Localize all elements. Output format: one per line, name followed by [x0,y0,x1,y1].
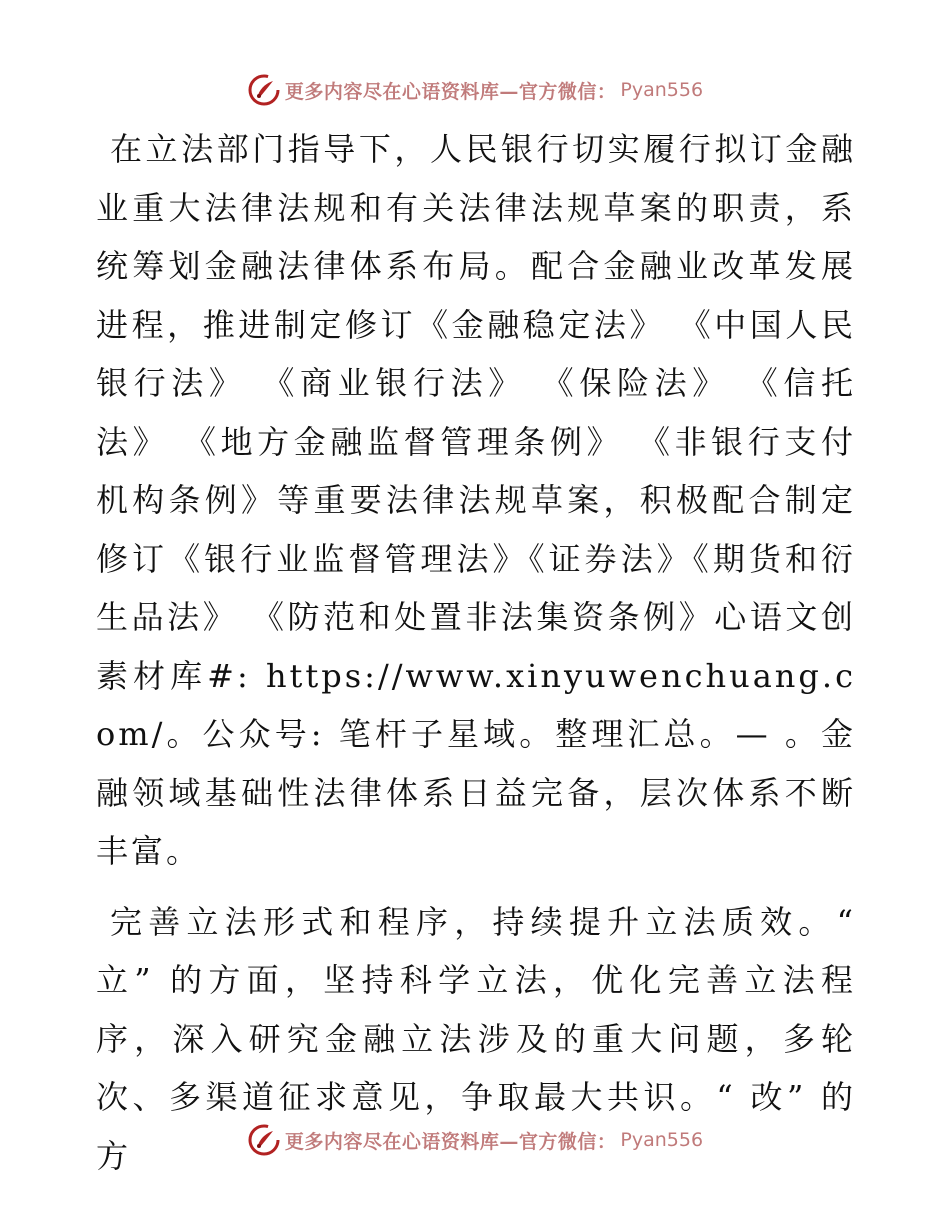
watermark-contact: Pyan556 [620,1129,704,1151]
paragraph-2: 完善立法形式和程序，持续提升立法质效。“ 立” 的方面，坚持科学立法，优化完善立法程序，深入研究金融立法涉及的重大问题，多轮次、多渠道征求意见，争取最大共识。“ 改” 的方 [96,902,856,1175]
watermark-text: 更多内容尽在心语资料库—官方微信： [284,1130,617,1153]
watermark-text: 更多内容尽在心语资料库—官方微信： [284,80,617,103]
footer-watermark [0,1120,950,1160]
watermark-contact: Pyan556 [620,79,704,101]
brush-logo-icon [247,1123,281,1157]
paragraph-1: 在立法部门指导下，人民银行切实履行拟订金融业重大法律法规和有关法律法规草案的职责，系统筹划金融法律体系布局。配合金融业改革发展进程，推进制定修订《金融稳定法》 《中国人民银行法》 《商业银行法》 《保险法》 《信托法》 《地方金融监督管理条例》 《非银行支付机构条例》等重要法律法规草案，积极配合制定修订《银行业监督管理法》《证券法》《期货和衍生品法》 《防范和处置非法集资条例》心语文创素材库#: https://www.xinyuwenchuang.com/。公众号: 笔杆子星域。整理汇总。— 。金融领域基础性法律体系日益完备，层次体系不断丰富。 [96,130,856,870]
document-body [96,120,856,1185]
brush-logo-icon [247,73,281,107]
header-watermark [0,70,950,110]
